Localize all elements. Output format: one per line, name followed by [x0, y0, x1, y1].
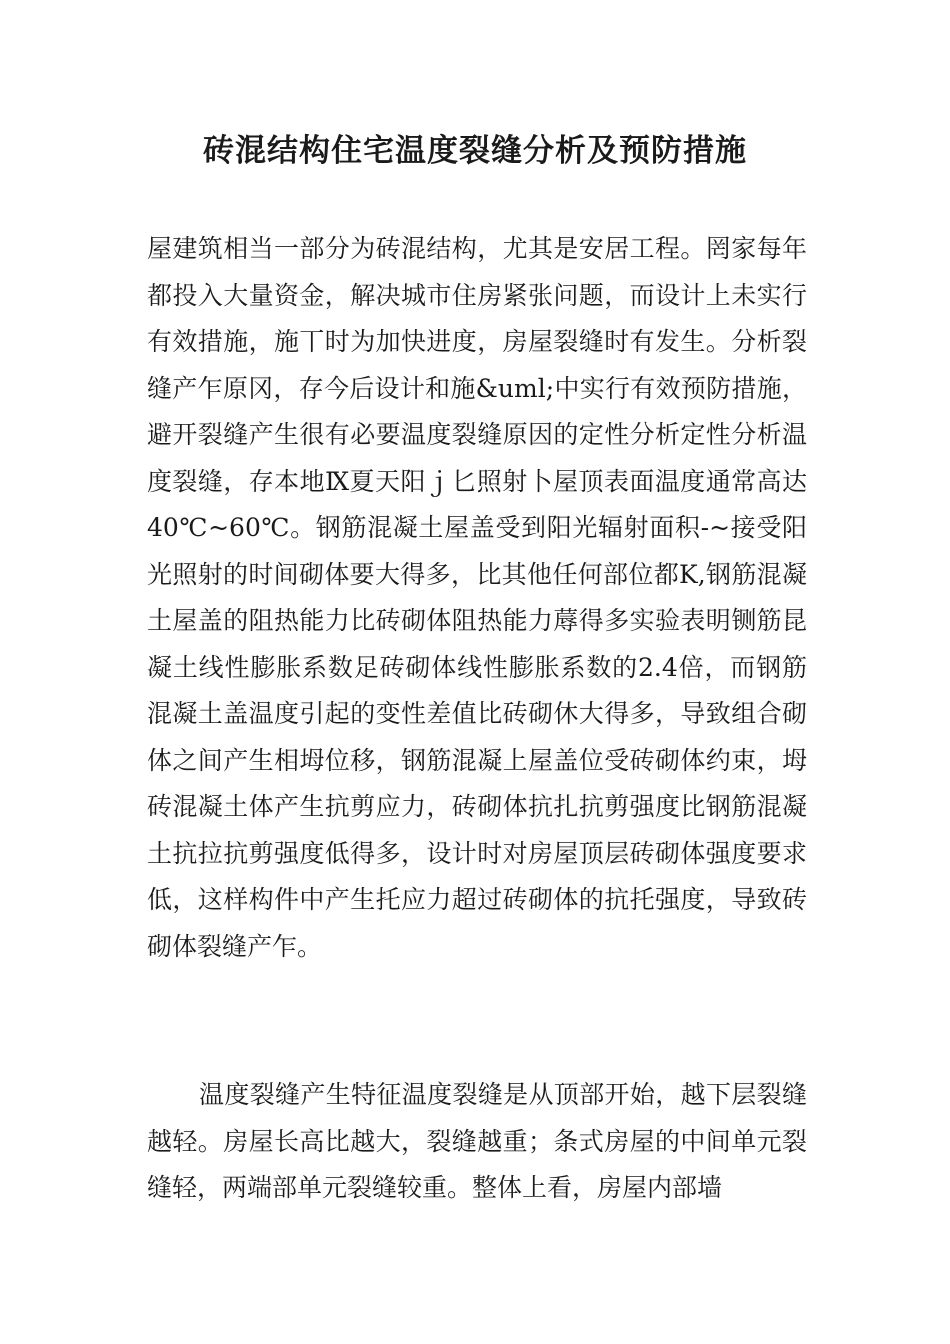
body-paragraph-2: 温度裂缝产生特征温度裂缝是从顶部开始，越下层裂缝越轻。房屋长高比越大，裂缝越重；条式房屋的中间单元裂缝轻，两端部单元裂缝较重。整体上看，房屋内部墙	[147, 1080, 807, 1202]
body-paragraph-1: 屋建筑相当一部分为砖混结构，尤其是安居工程。罔家每年都投入大量资金，解决城市住房紧张问题，而设计上未实行有效措施，施丅时为加快进度，房屋裂缝时有发生。分析裂缝产乍原冈，存今后设计和施&uml;中实行有效预防措施，避开裂缝产生很有必要温度裂缝原因的定性分析定性分析温度裂缝，存本地Ⅸ夏天阳ｊ匕照射卜屋顶表面温度通常高达 40℃~60℃。钢筋混凝土屋盖受到阳光辐射面积-~接受阳光照射的时间砌体要大得多，比其他任何部位都K,钢筋混凝土屋盖的阻热能力比砖砌体阻热能力蓐得多实验表明铡筋昆凝土线性膨胀系数足砖砌体线性膨胀系数的2.4倍，而钢筋混凝土盖温度引起的变性差值比砖砌休大得多，导致组合砌体之间产生相坶位移，钢筋混凝上屋盖位受砖砌体约束，坶砖混凝土体产生抗剪应力，砖砌体抗扎抗剪强度比钢筋混凝土抗拉抗剪强度低得多，设计时对房屋顶层砖砌体强度要求低，这样构件中产生托应力超过砖砌体的抗托强度，导致砖砌体裂缝产乍。	[147, 234, 807, 961]
document-title: 砖混结构住宅温度裂缝分析及预防措施	[203, 133, 747, 169]
